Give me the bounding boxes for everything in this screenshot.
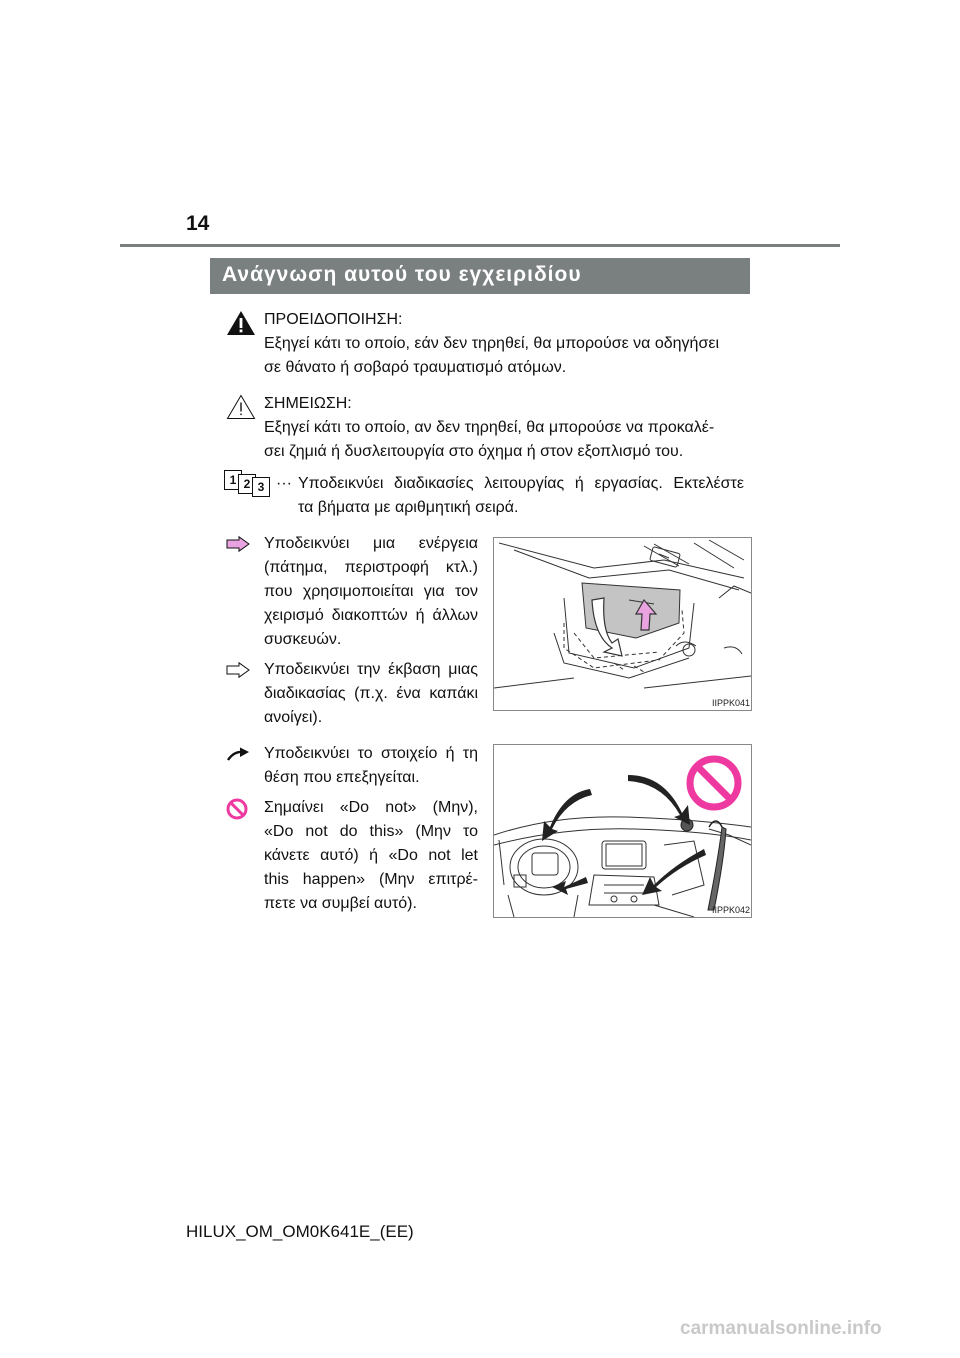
outcome-text-line: διαδικασίας (π.χ. ένα καπάκι [264,685,478,702]
donot-text-line: «Do not do this» (Μην το [264,823,478,840]
step-number-box: 1 [224,470,242,490]
figure-code: IIPPK041 [712,698,751,708]
action-block [264,532,478,652]
warning-block [264,308,744,380]
outcome-arrow-icon [226,662,250,678]
steps-text-line: Υποδεικνύει διαδικασίες λειτουργίας ή εργασίας. Εκτελέστε [298,475,744,492]
figure-overhead-console [493,537,752,711]
pointer-block [264,742,478,790]
section-header [210,258,750,294]
donot-block [264,796,478,916]
action-arrow-icon [226,536,250,552]
dashboard-illustration [494,745,751,917]
notice-text-line: σει ζημιά ή δυσλειτουργία στο όχημα ή στον εξοπλισμό του. [264,443,684,460]
figure-code: IIPPK042 [712,905,751,915]
do-not-icon [226,798,248,820]
warning-label: ΠΡΟΕΙΔΟΠΟΙΗΣΗ: [264,311,403,328]
overhead-console-illustration [494,538,751,710]
watermark: carmanualsonline.info [680,1318,882,1339]
donot-text-line: πετε να συμβεί αυτό). [264,895,417,912]
action-text-line: χειρισμό διακοπτών ή άλλων [264,607,478,624]
footer-code: HILUX_OM_OM0K641E_(EE) [186,1222,414,1241]
step-numbers-icon [224,470,270,496]
action-text-line: Υποδεικνύει μια ενέργεια [264,535,478,552]
caution-icon [226,394,256,420]
action-text-line: που χρησιμοποιείται για τον [264,583,478,600]
donot-text-line: this happen» (Μην επιτρέ- [264,871,478,888]
pointer-text-line: θέση που επεξηγείται. [264,769,420,786]
outcome-block [264,658,478,730]
warning-text-line: σε θάνατο ή σοβαρό τραυματισμό ατόμων. [264,359,567,376]
notice-label: ΣΗΜΕΙΩΣΗ: [264,395,352,412]
pointer-arrow-icon [226,746,250,762]
pointer-text-line: Υποδεικνύει το στοιχείο ή τη [264,745,478,762]
top-rule [120,244,840,247]
warning-icon [226,310,256,336]
action-text-line: (πάτημα, περιστροφή κτλ.) [264,559,478,576]
warning-text-line: Εξηγεί κάτι το οποίο, εάν δεν τηρηθεί, θα μπορούσε να οδηγήσει [264,335,719,352]
figure-dashboard [493,744,752,918]
outcome-text-line: Υποδεικνύει την έκβαση μιας [264,661,478,678]
step-number-box: 2 [238,474,256,494]
action-text-line: συσκευών. [264,631,342,648]
donot-text-line: Σημαίνει «Do not» (Μην), [264,799,478,816]
page-number: 14 [186,212,210,235]
notice-block [264,392,744,464]
steps-text-line: τα βήματα με αριθμητική σειρά. [298,499,519,516]
section-title: Ανάγνωση αυτού του εγχειριδίου [222,263,582,286]
donot-text-line: κάνετε αυτό) ή «Do not let [264,847,478,864]
step-number-box: 3 [252,477,270,497]
steps-block [298,472,744,520]
steps-dots: ··· [276,475,292,492]
outcome-text-line: ανοίγει). [264,709,323,726]
notice-text-line: Εξηγεί κάτι το οποίο, αν δεν τηρηθεί, θα μπορούσε να προκαλέ- [264,419,715,436]
